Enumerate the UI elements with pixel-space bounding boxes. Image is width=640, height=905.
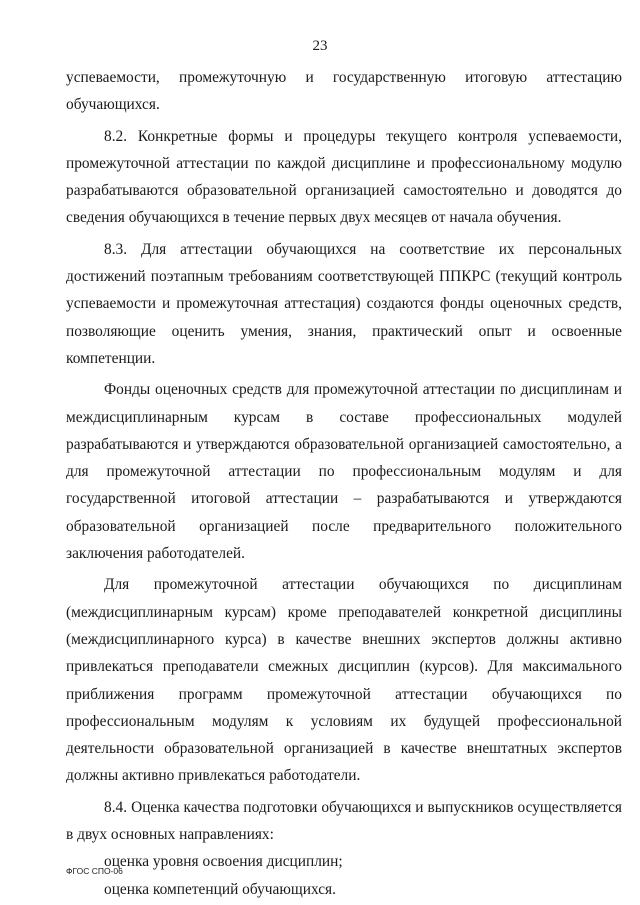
page-number: 23 — [312, 38, 328, 54]
footer-label: ФГОС СПО-06 — [66, 866, 123, 876]
document-body — [66, 64, 622, 903]
paragraph-external-experts: Для промежуточной аттестации обучающихся по дисциплинам (междисциплинарным курсам) кроме преподавателей конкретной дисциплины (междисциплинарного курса) в качестве внешних экспертов должны активно привлекаться преподаватели смежных дисциплин (курсов). Для максимального приближения программ промежуточной аттестации обучающихся по профессиональным модулям к условиям их будущей профессиональной деятельности образовательной организацией в качестве внештатных экспертов должны активно привлекаться работодатели. — [66, 576, 622, 785]
list-item-competencies: оценка компетенций обучающихся. — [104, 880, 336, 898]
paragraph-8-4: 8.4. Оценка качества подготовки обучающихся и выпускников осуществляется в двух основных направлениях: — [66, 798, 622, 844]
paragraph-continuation: успеваемости, промежуточную и государственную итоговую аттестацию обучающихся. — [66, 69, 622, 114]
paragraph-assessment-funds: Фонды оценочных средств для промежуточной аттестации по дисциплинам и междисциплинарным курсам в составе профессиональных модулей разрабатываются и утверждаются образовательной организацией самостоятельно, а для промежуточной аттестации по профессиональным модулям и для государственной итоговой аттестации – разрабатываются и утверждаются образовательной организацией после предварительного положительного заключения работодателей. — [66, 381, 622, 563]
paragraph-8-2: 8.2. Конкретные формы и процедуры текущего контроля успеваемости, промежуточной аттестации по каждой дисциплине и профессиональному модулю разрабатываются образовательной организацией самостоятельно и доводятся до сведения обучающихся в течение первых двух месяцев от начала обучения. — [66, 127, 622, 227]
list-item-disciplines: оценка уровня освоения дисциплин; — [104, 853, 343, 871]
paragraph-8-3: 8.3. Для аттестации обучающихся на соответствие их персональных достижений поэтапным требованиям соответствующей ППКРС (текущий контроль успеваемости и промежуточная аттестация) создаются фонды оценочных средств, позволяющие оценить умения, знания, практический опыт и освоенные компетенции. — [66, 240, 622, 367]
